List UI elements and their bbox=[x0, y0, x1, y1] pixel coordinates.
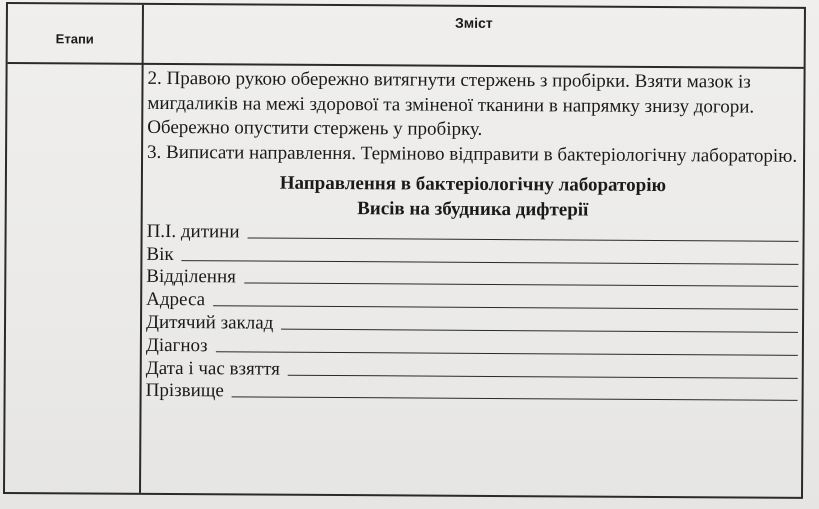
field-blank-line bbox=[216, 351, 798, 356]
field-label: Діагноз bbox=[145, 334, 208, 357]
header-content: Зміст bbox=[454, 14, 493, 31]
field-label: Вік bbox=[146, 243, 174, 265]
field-label: Відділення bbox=[146, 266, 236, 288]
header-stage: Етапи bbox=[55, 30, 94, 47]
form-field-child-name bbox=[147, 220, 799, 247]
column-divider bbox=[139, 5, 144, 493]
field-label: Прізвище bbox=[145, 380, 224, 402]
field-label: Дата і час взяття bbox=[145, 357, 280, 380]
field-blank-line bbox=[213, 305, 798, 310]
form-field-childcare bbox=[146, 311, 798, 338]
field-blank-line bbox=[244, 283, 798, 287]
field-blank-line bbox=[281, 329, 798, 333]
field-label: П.І. дитини bbox=[146, 220, 240, 243]
content-cell bbox=[146, 67, 800, 406]
form-title-line-1: Направлення в бактеріологічну лабораторію bbox=[279, 172, 667, 197]
form-field-date-time bbox=[146, 357, 798, 384]
form-field-surname bbox=[146, 379, 798, 406]
field-label: Адреса bbox=[146, 289, 206, 311]
form-title bbox=[147, 171, 799, 224]
field-blank-line bbox=[232, 397, 798, 401]
form-title-line-2: Висів на збудника дифтерії bbox=[357, 197, 589, 221]
step-3-text: 3. Виписати направлення. Терміново відправити в бактеріологічну лабораторію. bbox=[147, 141, 798, 167]
field-blank-line bbox=[288, 374, 798, 378]
field-blank-line bbox=[248, 237, 799, 241]
field-blank-line bbox=[182, 260, 799, 265]
step-2-text: 2. Правою рукою обережно витягнути стержень з пробірки. Взяти мазок із мигдаликів на межі здорової та зміненої тканини в напрямку знизу догори. Обережно опустити стержень у пробірку. bbox=[147, 67, 755, 140]
procedure-table bbox=[3, 2, 806, 499]
form-fields bbox=[146, 220, 799, 406]
field-label: Дитячий заклад bbox=[145, 311, 274, 334]
